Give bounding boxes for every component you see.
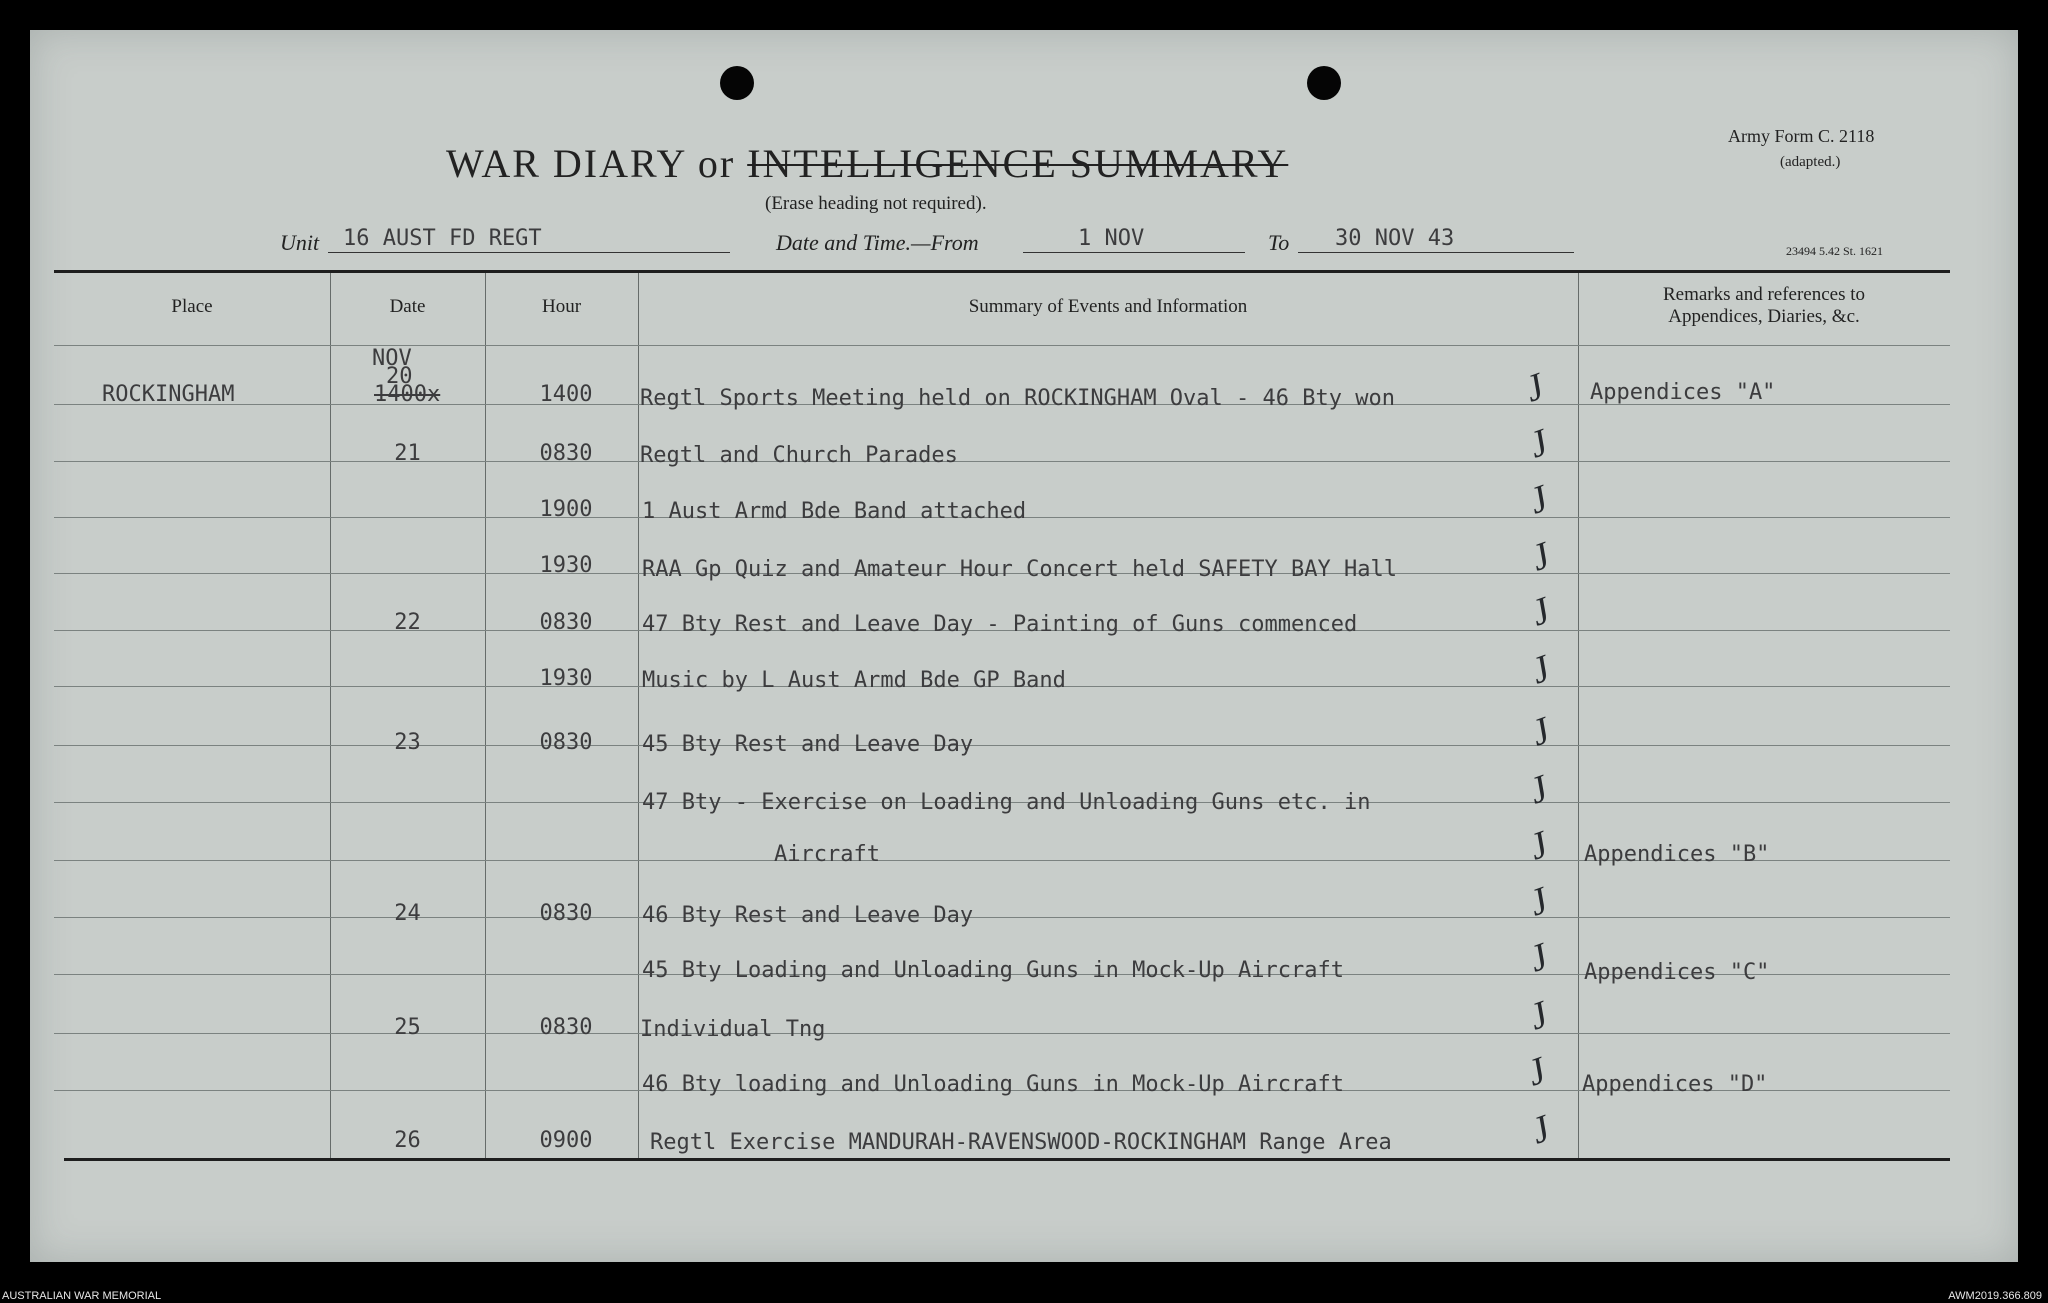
row-8-initials: J [1523,823,1554,869]
to-label: To [1268,230,1290,255]
row-10-summary: 45 Bty Loading and Unloading Guns in Mock-Up Aircraft [642,958,1344,983]
table-bottom-border [64,1158,1950,1161]
row-8-remarks: Appendices "B" [1584,842,1770,867]
row-12-remarks: Appendices "D" [1582,1072,1768,1097]
row-1-summary: Regtl and Church Parades [640,443,958,468]
col-header-remarks-1: Remarks and references to [1662,284,1866,305]
row-12-initials: J [1521,1049,1552,1095]
diary-page [30,30,2018,1262]
row-0-place: ROCKINGHAM [102,382,235,407]
row-5-summary: Music by L Aust Armd Bde GP Band [642,668,1066,693]
row-11-date: 25 [394,1015,421,1040]
row-0-date-struck: 1400x [374,382,441,407]
row-3-initials: J [1525,534,1556,580]
table-top-border [54,270,1950,273]
row-9-initials: J [1523,879,1554,925]
page-title [446,140,1288,187]
from-underline [1023,252,1245,253]
row-6-date: 23 [394,730,421,755]
row-13-summary: Regtl Exercise MANDURAH-RAVENSWOOD-ROCKINGHAM Range Area [650,1130,1392,1155]
row-1-date: 21 [394,441,421,466]
army-form-number: Army Form C. 2118 [1728,126,1875,146]
col-header-hour: Hour [541,296,582,317]
row-4-hour: 0830 [539,610,593,635]
row-11-summary: Individual Tng [640,1017,826,1042]
row-5-initials: J [1525,647,1556,693]
row-0-hour: 1400 [539,382,593,407]
from-value: 1 NOV [1078,226,1145,251]
row-2-initials: J [1523,477,1554,523]
row-10-remarks: Appendices "C" [1584,960,1770,985]
row-1-initials: J [1523,421,1554,467]
row-4-summary: 47 Bty Rest and Leave Day - Painting of Guns commenced [642,612,1358,637]
to-underline [1298,252,1574,253]
row-9-date: 24 [394,901,421,926]
col-header-date: Date [389,296,426,317]
row-9-summary: 46 Bty Rest and Leave Day [642,903,974,928]
row-6-summary: 45 Bty Rest and Leave Day [642,732,974,757]
row-9-hour: 0830 [539,901,593,926]
erase-note: (Erase heading not required). [765,193,987,214]
row-0-remarks: Appendices "A" [1590,380,1776,405]
col-divider-date [485,273,486,1158]
row-10-initials: J [1523,935,1554,981]
col-divider-summary [1578,273,1579,1158]
row-7-summary: 47 Bty - Exercise on Loading and Unloading Guns etc. in [642,790,1371,815]
col-header-summary: Summary of Events and Information [968,296,1248,317]
unit-underline [328,252,730,253]
row-3-summary: RAA Gp Quiz and Amateur Hour Concert held SAFETY BAY Hall [642,557,1397,582]
punch-hole-right [1307,66,1341,100]
date-from-label: Date and Time.—From [776,230,979,255]
row-3-hour: 1930 [539,553,593,578]
footer-credit: AUSTRALIAN WAR MEMORIAL [2,1290,162,1302]
row-2-summary: 1 Aust Armd Bde Band attached [642,499,1027,524]
row-6-initials: J [1525,709,1556,755]
row-0-date: 20 [386,364,413,389]
footer-reference: AWM2019.366.809 [1948,1290,2042,1302]
row-13-date: 26 [394,1128,421,1153]
row-12-summary: 46 Bty loading and Unloading Guns in Mock-Up Aircraft [642,1072,1344,1097]
row-0-date-month: NOV [372,346,412,371]
row-6-hour: 0830 [539,730,593,755]
col-header-place: Place [171,296,213,317]
to-value: 30 NOV 43 [1335,226,1455,251]
row-2-hour: 1900 [539,497,593,522]
row-1-hour: 0830 [539,441,593,466]
punch-hole-left [720,66,754,100]
unit-value: 16 AUST FD REGT [343,226,542,251]
row-5-hour: 1930 [539,666,593,691]
adapted-note: (adapted.) [1780,154,1841,170]
row-8-summary: Aircraft [774,842,880,867]
row-13-initials: J [1525,1107,1556,1153]
row-0-initials: J [1519,365,1550,411]
print-code: 23494 5.42 St. 1621 [1786,244,1884,258]
header-rule [54,345,1950,346]
col-header-remarks-2: Appendices, Diaries, &c. [1668,306,1860,327]
col-divider-hour [638,273,639,1158]
row-11-initials: J [1523,993,1554,1039]
title-struck: INTELLIGENCE SUMMARY [747,141,1289,186]
row-7-initials: J [1523,767,1554,813]
row-11-hour: 0830 [539,1015,593,1040]
row-0-summary: Regtl Sports Meeting held on ROCKINGHAM Oval - 46 Bty won [640,386,1395,411]
row-13-hour: 0900 [539,1128,593,1153]
title-main: WAR DIARY or [446,141,736,186]
unit-label: Unit [280,230,320,255]
row-4-date: 22 [394,610,421,635]
row-4-initials: J [1525,589,1556,635]
